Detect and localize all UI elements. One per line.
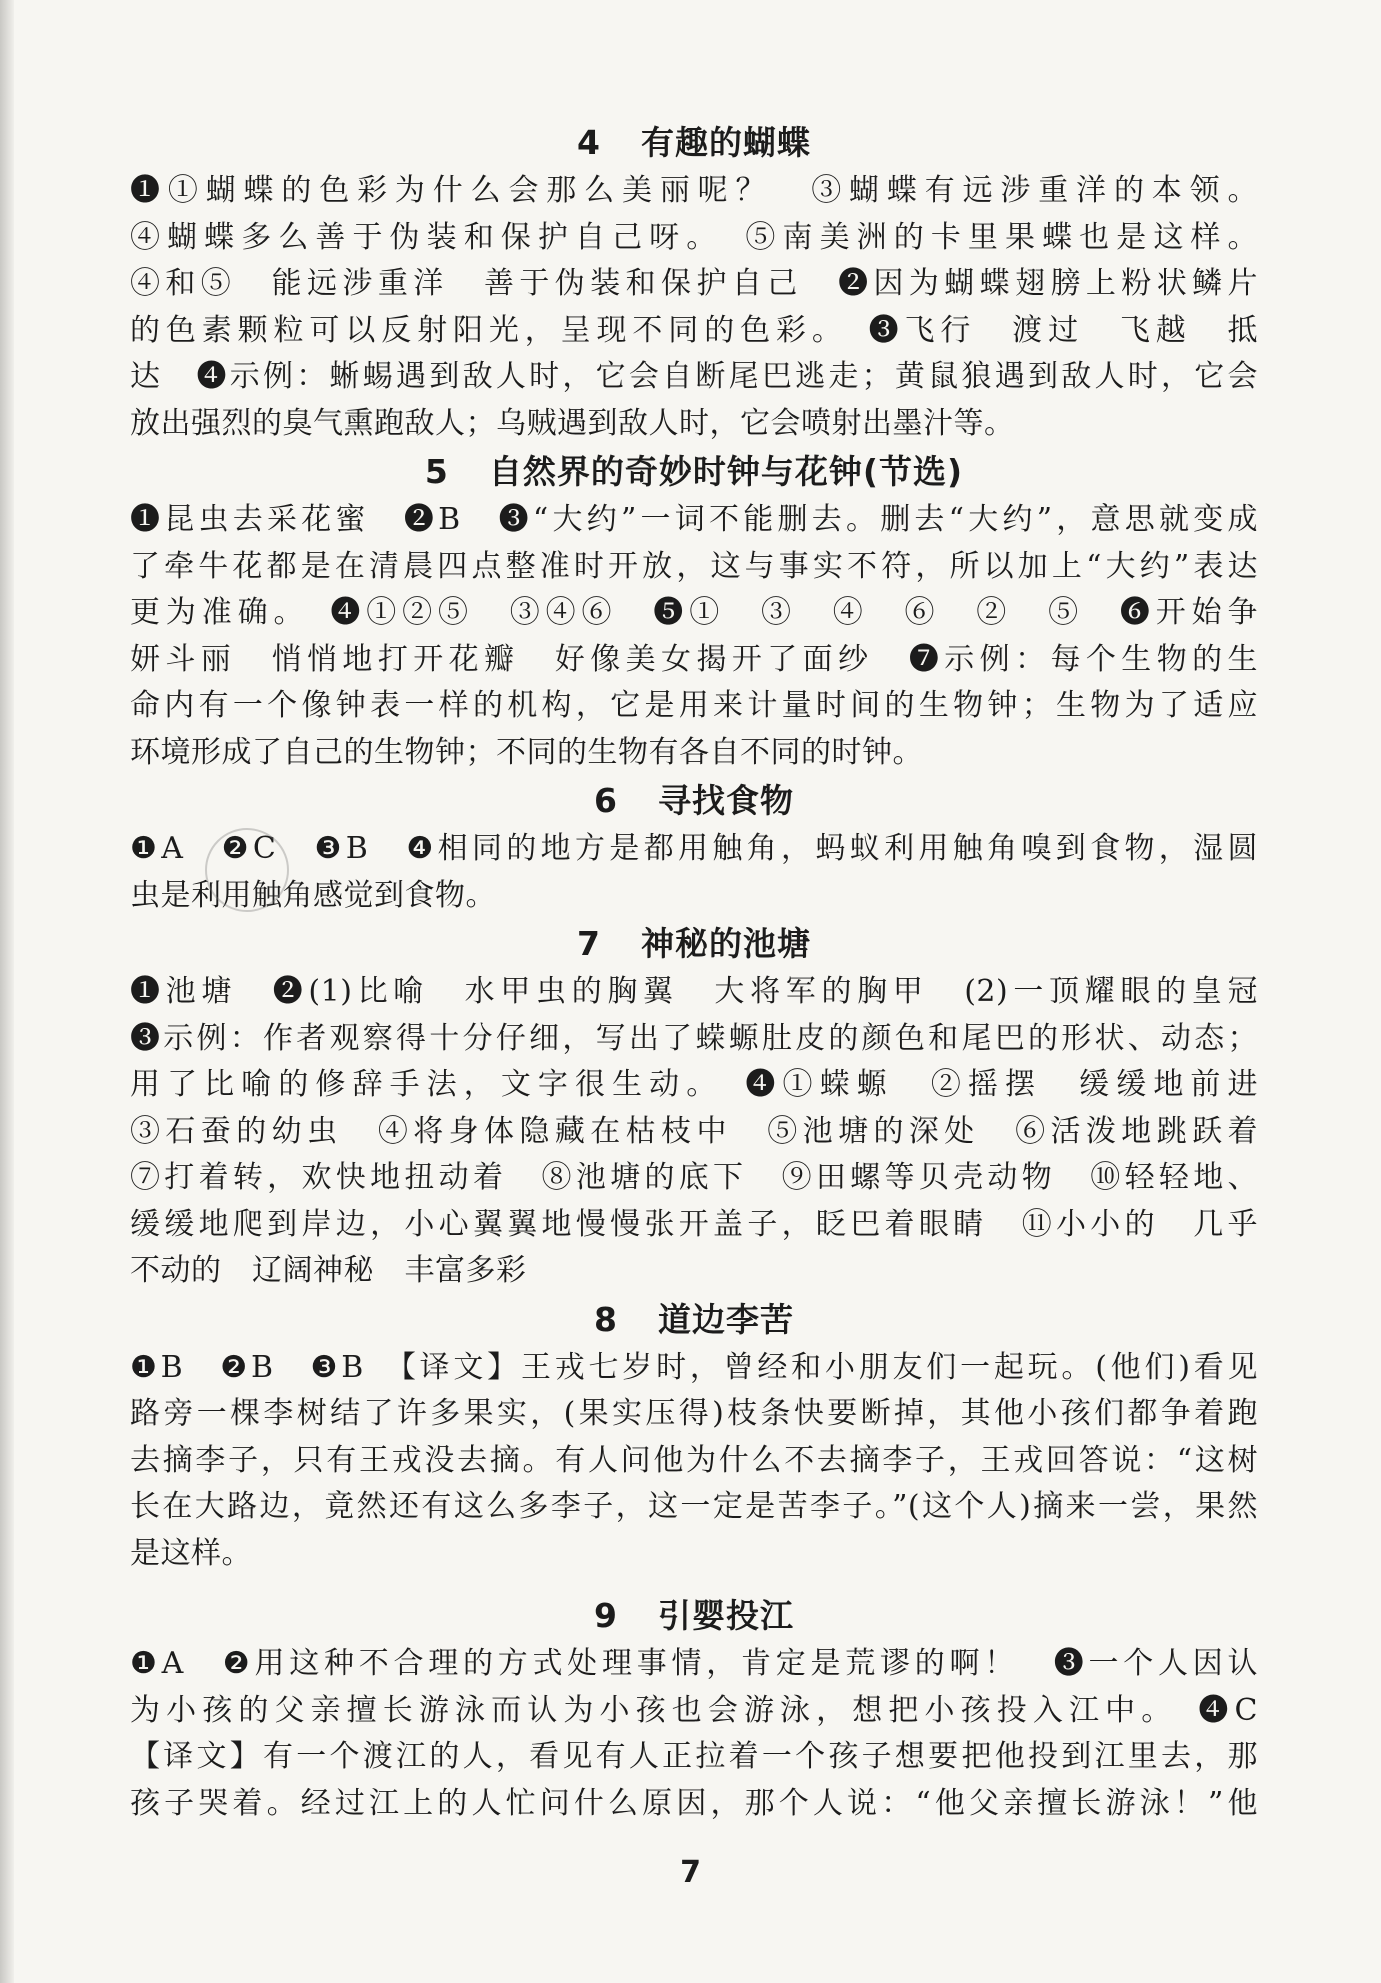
answer-line: 不动的 辽阔神秘 丰富多彩 bbox=[130, 1253, 527, 1288]
answer-line: 的色素颗粒可以反射阳光，呈现不同的色彩。 ❸飞行 渡过 飞越 抵 bbox=[130, 312, 1258, 348]
answer-line: ❶A ❷C ❸B ❹相同的地方是都用触角，蚂蚁利用触角嗅到食物，湿圆 bbox=[130, 831, 1258, 866]
section-title: 8 道边李苦 bbox=[594, 1299, 794, 1339]
answer-line: ③石蚕的幼虫 ④将身体隐藏在枯枝中 ⑤池塘的深处 ⑥活泼地跳跃着 bbox=[130, 1113, 1258, 1149]
section-4 bbox=[130, 118, 1258, 447]
section-5 bbox=[130, 447, 1258, 776]
answer-line: 更为准确。 ❹①②⑤ ③④⑥ ❺① ③ ④ ⑥ ② ⑤ ❻开始争 bbox=[130, 595, 1258, 630]
answer-line: ❶A ❷用这种不合理的方式处理事情，肯定是荒谬的啊！ ❸一个人因认 bbox=[130, 1646, 1258, 1681]
answer-line: 长在大路边，竟然还有这么多李子，这一定是苦李子。”(这个人)摘来一尝，果然 bbox=[130, 1489, 1258, 1524]
answer-line: ⑦打着转，欢快地扭动着 ⑧池塘的底下 ⑨田螺等贝壳动物 ⑩轻轻地、 bbox=[130, 1160, 1258, 1195]
answer-line: 是这样。 bbox=[130, 1535, 252, 1571]
answer-line: ❶B ❷B ❸B 【译文】王戎七岁时，曾经和小朋友们一起玩。(他们)看见 bbox=[130, 1349, 1258, 1385]
answer-line: ④蝴蝶多么善于伪装和保护自己呀。 ⑤南美洲的卡里果蝶也是这样。 bbox=[130, 219, 1258, 255]
answer-line: 放出强烈的臭气熏跑敌人；乌贼遇到敌人时，它会喷射出墨汁等。 bbox=[130, 405, 1015, 441]
answer-line: 用了比喻的修辞手法，文字很生动。 ❹①蝾螈 ②摇摆 缓缓地前进 bbox=[130, 1067, 1258, 1102]
answer-line: 达 ❹示例：蜥蜴遇到敌人时，它会自断尾巴逃走；黄鼠狼遇到敌人时，它会 bbox=[130, 359, 1258, 394]
section-6 bbox=[130, 776, 1258, 919]
page-number: 7 bbox=[680, 1855, 701, 1890]
answer-line: 缓缓地爬到岸边，小心翼翼地慢慢张开盖子，眨巴着眼睛 ⑪小小的 几乎 bbox=[130, 1206, 1258, 1242]
section-title: 9 引婴投江 bbox=[594, 1596, 794, 1635]
answer-line: ❶池塘 ❷(1)比喻 水甲虫的胸翼 大将军的胸甲 (2)一顶耀眼的皇冠 bbox=[130, 974, 1258, 1009]
section-title: 5 自然界的奇妙时钟与花钟(节选) bbox=[424, 452, 964, 491]
section-7 bbox=[130, 919, 1258, 1295]
answer-line: ❶①蝴蝶的色彩为什么会那么美丽呢？ ③蝴蝶有远涉重洋的本领。 bbox=[130, 173, 1258, 208]
answer-line: ❸示例：作者观察得十分仔细，写出了蝾螈肚皮的颜色和尾巴的形状、动态； bbox=[130, 1020, 1258, 1056]
answer-line: 去摘李子，只有王戎没去摘。有人问他为什么不去摘李子，王戎回答说：“这树 bbox=[130, 1442, 1258, 1478]
section-title: 6 寻找食物 bbox=[594, 781, 794, 820]
answer-line: 虫是利用触角感觉到食物。 bbox=[130, 877, 496, 913]
answer-line: 命内有一个像钟表一样的机构，它是用来计量时间的生物钟；生物为了适应 bbox=[130, 688, 1258, 723]
section-8 bbox=[130, 1295, 1258, 1578]
answer-line: 路旁一棵李树结了许多果实，(果实压得)枝条快要断掉，其他小孩们都争着跑 bbox=[130, 1396, 1258, 1431]
section-9 bbox=[130, 1591, 1258, 1827]
answer-line: 环境形成了自己的生物钟；不同的生物有各自不同的时钟。 bbox=[130, 734, 923, 770]
answer-line: ❶昆虫去采花蜜 ❷B ❸“大约”一词不能删去。删去“大约”，意思就变成 bbox=[130, 502, 1258, 537]
page-edge-shadow bbox=[0, 0, 14, 1983]
section-title: 7 神秘的池塘 bbox=[577, 924, 811, 963]
section-gap bbox=[130, 1577, 1258, 1591]
answer-line: ④和⑤ 能远涉重洋 善于伪装和保护自己 ❷因为蝴蝶翅膀上粉状鳞片 bbox=[130, 266, 1258, 301]
answer-line: 妍斗丽 悄悄地打开花瓣 好像美女揭开了面纱 ❼示例：每个生物的生 bbox=[130, 641, 1258, 677]
watermark-stamp bbox=[205, 828, 289, 912]
section-title: 4 有趣的蝴蝶 bbox=[577, 123, 811, 162]
answer-content bbox=[130, 118, 1258, 1827]
answer-line: 了牵牛花都是在清晨四点整准时开放，这与事实不符，所以加上“大约”表达 bbox=[130, 548, 1258, 584]
answer-line: 孩子哭着。经过江上的人忙问什么原因，那个人说：“他父亲擅长游泳！”他 bbox=[130, 1785, 1258, 1821]
answer-line: 为小孩的父亲擅长游泳而认为小孩也会游泳，想把小孩投入江中。 ❹C bbox=[130, 1692, 1258, 1728]
answer-line: 【译文】有一个渡江的人，看见有人正拉着一个孩子想要把他投到江里去，那 bbox=[130, 1739, 1258, 1774]
